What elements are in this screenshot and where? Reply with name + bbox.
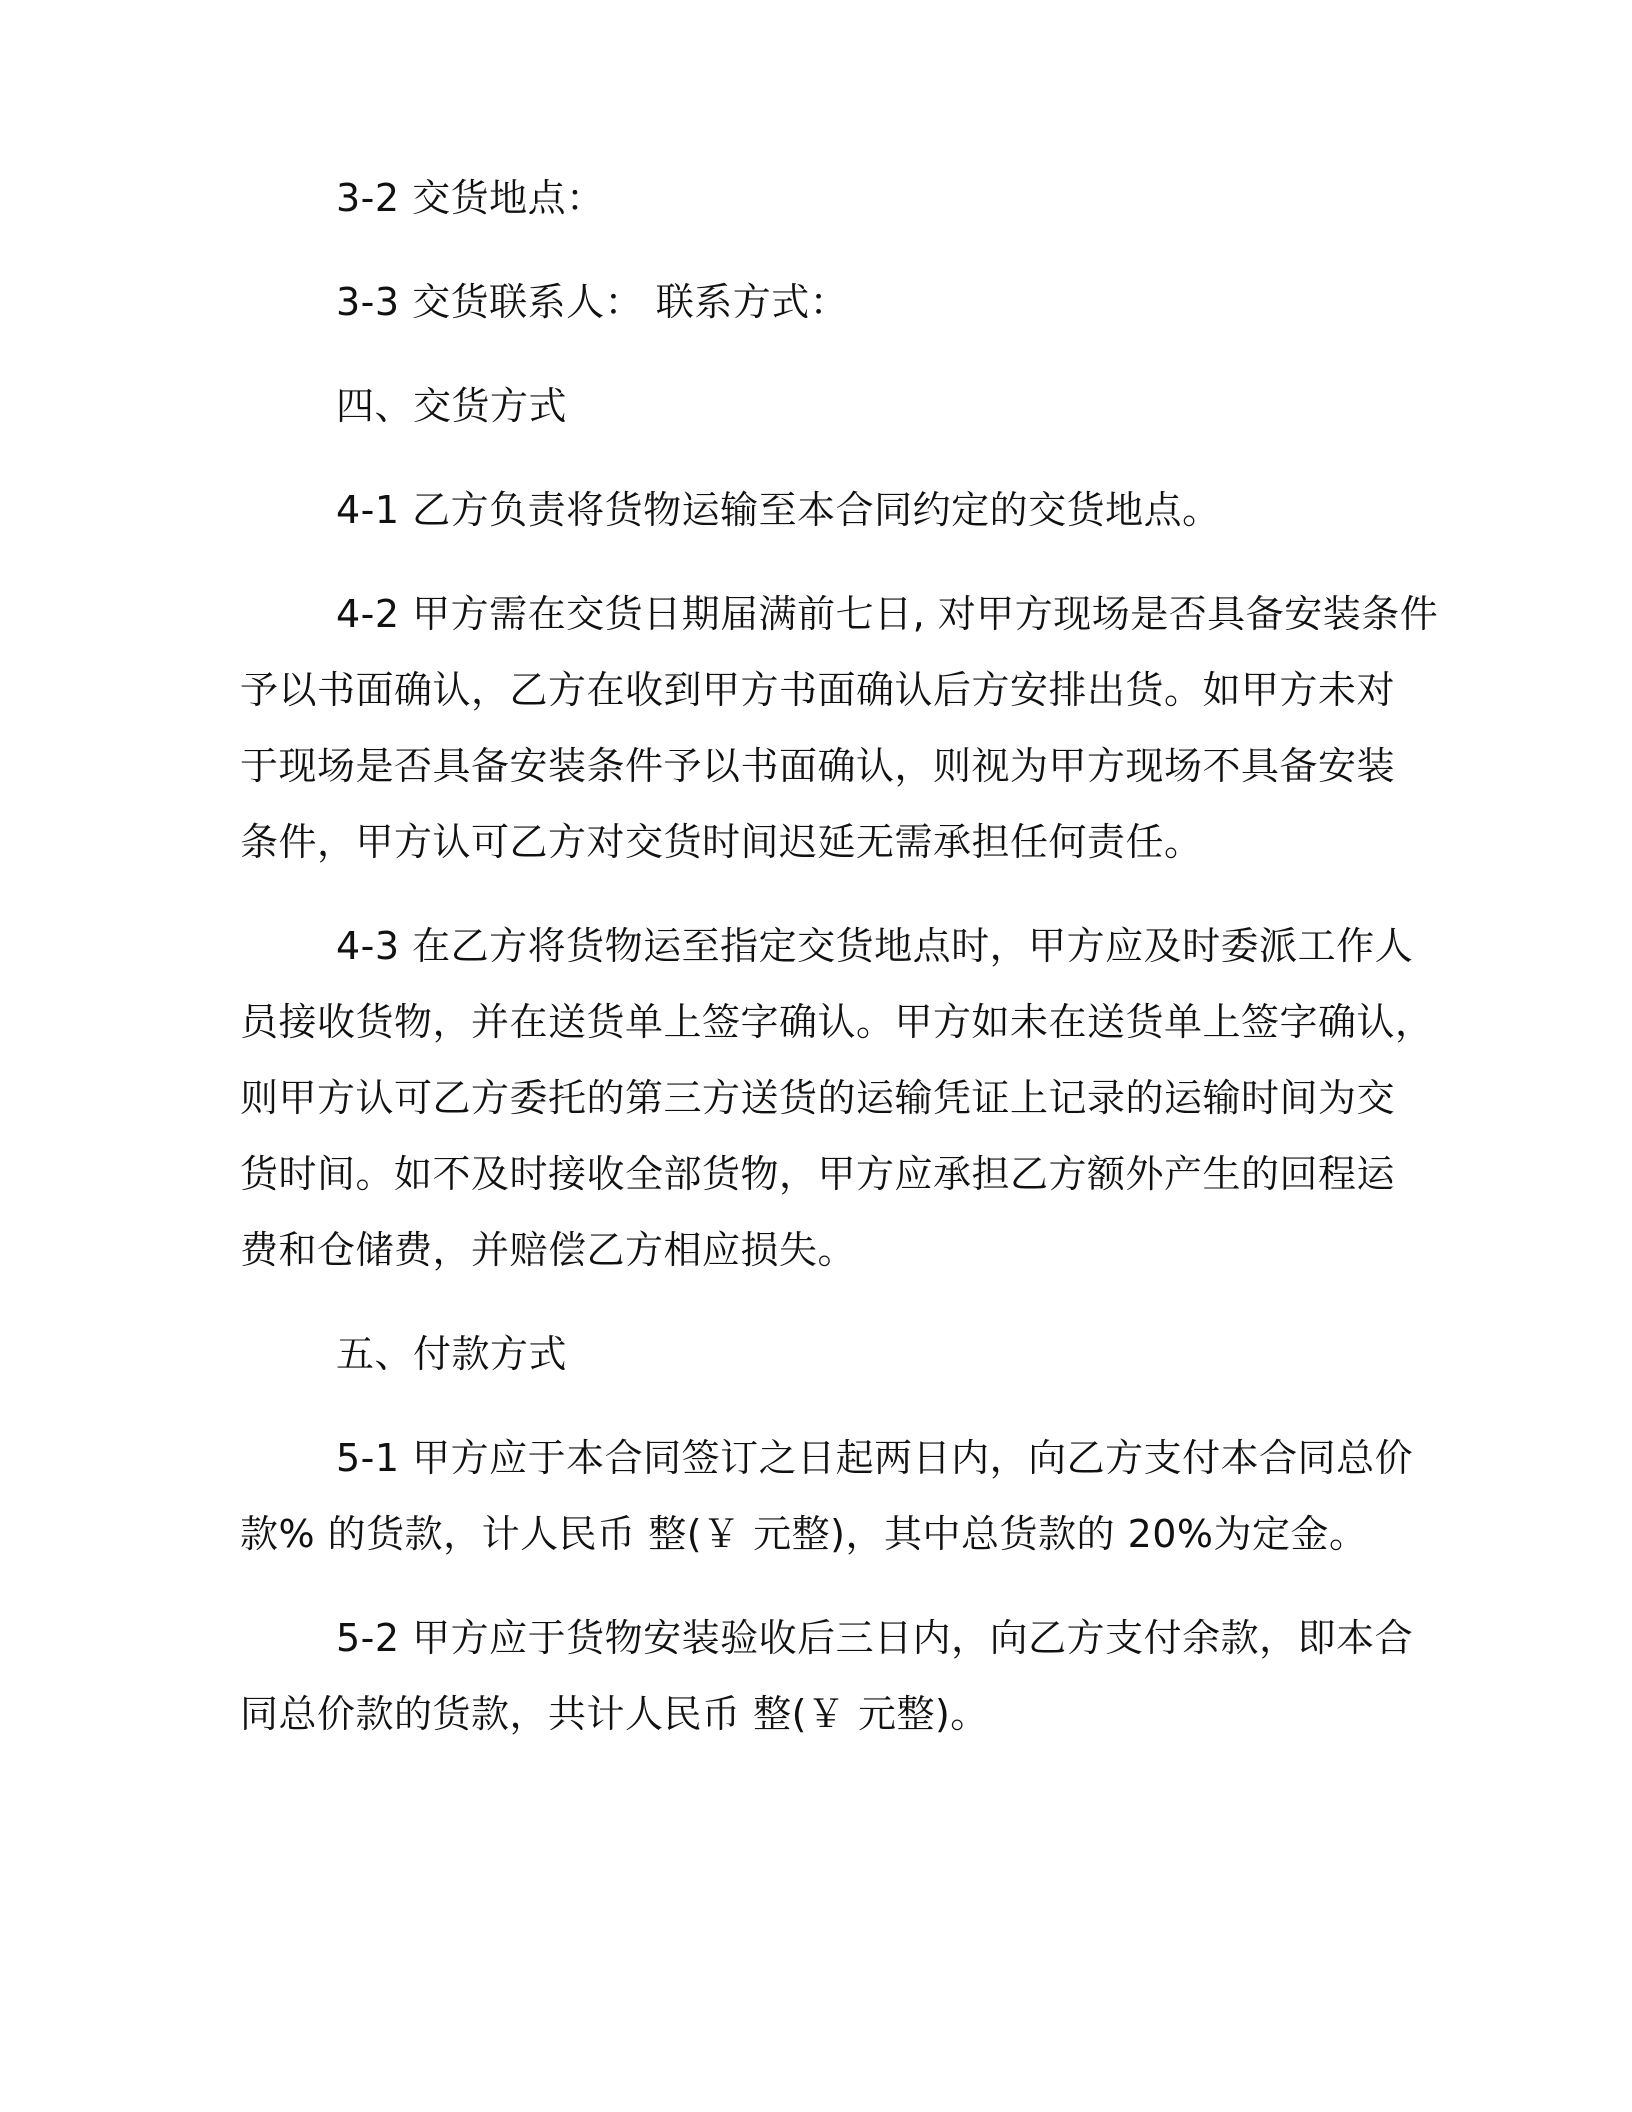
clause-4-1: 4-1 乙方负责将货物运输至本合同约定的交货地点。 bbox=[336, 488, 1221, 532]
document-page bbox=[240, 160, 1439, 1752]
clause-5-2 bbox=[240, 1600, 1414, 1752]
clause-4-3 bbox=[240, 908, 1434, 1288]
section-heading-5: 五、付款方式 bbox=[336, 1332, 568, 1376]
clause-4-3-line-5: 费和仓储费，并赔偿乙方相应损失。 bbox=[240, 1228, 857, 1272]
clause-3-3: 3-3 交货联系人： 联系方式： bbox=[336, 280, 849, 324]
clause-4-2-line-3: 于现场是否具备安装条件予以书面确认，则视为甲方现场不具备安装 bbox=[240, 744, 1396, 788]
clause-4-2-line-1: 4-2 甲方需在交货日期届满前七日, 对甲方现场是否具备安装条件 bbox=[336, 592, 1439, 636]
section-heading-4: 四、交货方式 bbox=[336, 384, 568, 428]
clause-3-2: 3-2 交货地点： bbox=[336, 176, 605, 220]
clause-4-2-line-2: 予以书面确认，乙方在收到甲方书面确认后方安排出货。如甲方未对 bbox=[240, 668, 1396, 712]
clause-5-2-line-2: 同总价款的货款，共计人民币 整(￥ 元整)。 bbox=[240, 1692, 989, 1736]
clause-4-2-line-4: 条件，甲方认可乙方对交货时间迟延无需承担任何责任。 bbox=[240, 820, 1203, 864]
clause-5-2-line-1: 5-2 甲方应于货物安装验收后三日内，向乙方支付余款，即本合 bbox=[336, 1616, 1414, 1660]
clause-4-3-line-2: 员接收货物，并在送货单上签字确认。甲方如未在送货单上签字确认， bbox=[240, 1000, 1434, 1044]
clause-4-2 bbox=[240, 576, 1439, 880]
clause-4-3-line-1: 4-3 在乙方将货物运至指定交货地点时，甲方应及时委派工作人 bbox=[336, 924, 1414, 968]
clause-5-1-line-2: 款% 的货款，计人民币 整(￥ 元整)，其中总货款的 20%为定金。 bbox=[240, 1512, 1368, 1556]
clause-4-3-line-4: 货时间。如不及时接收全部货物，甲方应承担乙方额外产生的回程运 bbox=[240, 1152, 1396, 1196]
clause-5-1 bbox=[240, 1420, 1414, 1572]
clause-5-1-line-1: 5-1 甲方应于本合同签订之日起两日内，向乙方支付本合同总价 bbox=[336, 1436, 1414, 1480]
clause-4-3-line-3: 则甲方认可乙方委托的第三方送货的运输凭证上记录的运输时间为交 bbox=[240, 1076, 1396, 1120]
